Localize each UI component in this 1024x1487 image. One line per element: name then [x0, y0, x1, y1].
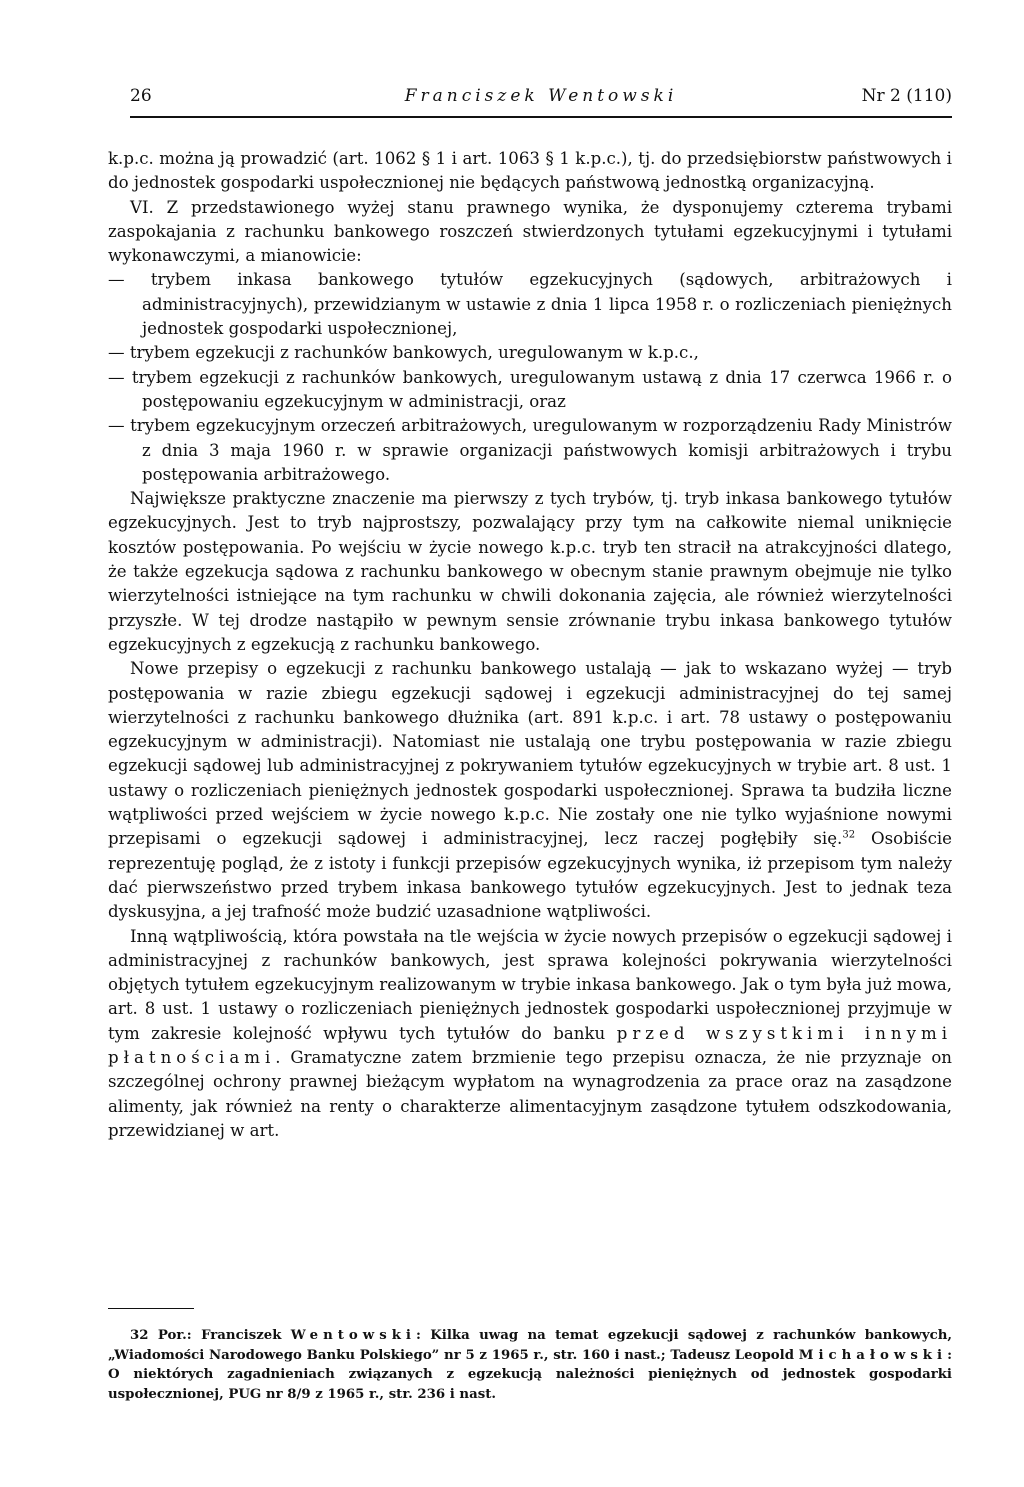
spaced-emphasis: przed wszystkimi innymi płatnościami	[108, 1023, 953, 1067]
running-header	[130, 86, 952, 118]
footnote-number: 32	[130, 1328, 149, 1343]
footnote-author: Michałowski	[798, 1347, 948, 1363]
paragraph-najwieksze: Największe praktyczne znaczenie ma pierwszy z tych trybów, tj. tryb inkasa bankowego tytułów egzekucyjnych. Jest to tryb najprostszy, pozwalający przy tym na całkowite niemal uniknięcie kosztów postępowania. Po wejściu w życie nowego k.p.c. tryb ten stracił na atrakcyjności dlatego, że także egzekucja sądowa z rachunku bankowego w obecnym stanie prawnym obejmuje nie tylko wierzytelności istniejące na tym rachunku w chwili dokonania zajęcia, ale również wierzytelności przyszłe. W tej drodze nastąpiło w pewnym sensie zrównanie trybu inkasa bankowego tytułów egzekucyjnych z egzekucją z rachunku bankowego.	[108, 489, 952, 654]
footnote-text	[108, 1326, 952, 1404]
list-item-kpc: — trybem egzekucji z rachunków bankowych, uregulowanym w k.p.c.,	[108, 343, 699, 363]
footnote-prefix: Por.: Franciszek	[148, 1328, 291, 1343]
paragraph-text: Nowe przepisy o egzekucji z rachunku bankowego ustalają — jak to wskazano wyżej — tryb postępowania w razie zbiegu egzekucji sądowej i egzekucji administracyjnej do tej samej wierzytelności z rachunku bankowego dłużnika (art. 891 k.p.c. i art. 78 ustawy o postępowaniu egzekucyjnym w administracji). Natomiast nie ustalają one trybu postępowania w razie zbiegu egzekucji sądowej lub administracyjnej z pokrywaniem tytułów egzekucyjnych w trybie art. 8 ust. 1 ustawy o rozliczeniach pieniężnych jednostek gospodarki uspołecznionej. Sprawa ta budziła liczne wątpliwości przed wejściem w życie nowego k.p.c. Nie zostały one nie tylko wyjaśnione nowymi przepisami o egzekucji sądowej i administracyjnej, lecz raczej pogłębiły się.	[108, 659, 952, 849]
paragraph-text: Osobiście reprezentuję pogląd, że z istoty i funkcji przepisów egzekucyjnych wynika, iż przepisom tym należy dać pierwszeństwo przed trybem inkasa bankowego tytułów egzekucyjnych. Jest to jednak teza dyskusyjna, a jej trafność może budzić uzasadnione wątpliwości.	[108, 829, 952, 922]
list-item-administracja: — trybem egzekucji z rachunków bankowych, uregulowanym ustawą z dnia 17 czerwca 1966 r. o postępowaniu egzekucyjnym w administracji, oraz	[108, 367, 952, 411]
running-head-author: Franciszek Wentowski	[404, 86, 678, 106]
footnote-citation: : Kilka uwag na temat egzekucji sądowej z rachunków bankowych, „Wiadomości Narodowego Banku Polskiego” nr 5 z 1965 r., str. 160 i nast.; Tadeusz Leopold	[108, 1328, 953, 1363]
page-number: 26	[130, 86, 152, 106]
list-item-arbitraz: — trybem egzekucyjnym orzeczeń arbitrażowych, uregulowanym w rozporządzeniu Rady Ministrów z dnia 3 maja 1960 r. w sprawie organizacji państwowych komisji arbitrażowych i trybu postępowania arbitrażowego.	[108, 416, 952, 484]
paragraph-section-vi: VI. Z przedstawionego wyżej stanu prawnego wynika, że dysponujemy czterema trybami zaspokajania z rachunku bankowego roszczeń stwierdzonych tytułami egzekucyjnymi i tytułami wykonawczymi, a mianowicie:	[108, 197, 952, 266]
paragraph-nowe-przepisy	[108, 657, 952, 924]
paragraph-inna-watpliwosc	[108, 925, 952, 1144]
footnote-rule	[108, 1308, 194, 1309]
issue-number: Nr 2 (110)	[861, 86, 952, 106]
paragraph-text: Inną wątpliwością, która powstała na tle wejścia w życie nowych przepisów o egzekucji sądowej i administracyjnej z rachunków bankowych, jest sprawa kolejności pokrywania wierzytelności objętych tytułem egzekucyjnym realizowanym w trybie inkasa bankowego. Jak o tym była już mowa, art. 8 ust. 1 ustawy o rozliczeniach pieniężnych jednostek gospodarki uspołecznionej przyjmuje w tym zakresie kolejność wpływu tych tytułów do banku	[108, 926, 952, 1043]
footnote-citation: : O niektórych zagadnieniach związanych z egzekucją należności pieniężnych od jednostek gospodarki uspołecznionej, PUG nr 8/9 z 1965 r., str. 236 i nast.	[108, 1347, 952, 1402]
paragraph-text: . Gramatyczne zatem brzmienie tego przepisu oznacza, że nie przyznaje on szczególnej ochrony prawnej bieżącym wypłatom na wynagrodzenia za prace oraz na zasądzone alimenty, jak również na renty o charakterze alimentacyjnym zasądzone tytułem odszkodowania, przewidzianej w art.	[108, 1047, 952, 1140]
footnote-author: Wentowski	[290, 1328, 416, 1343]
list-item-inkaso: — trybem inkasa bankowego tytułów egzekucyjnych (sądowych, arbitrażowych i administracyjnych), przewidzianym w ustawie z dnia 1 lipca 1958 r. o rozliczeniach pieniężnych jednostek gospodarki uspołecznionej,	[108, 270, 952, 339]
footnote-32	[108, 1326, 952, 1404]
footnote-ref: 32	[842, 829, 856, 841]
paragraph-continuation: k.p.c. można ją prowadzić (art. 1062 § 1 i art. 1063 § 1 k.p.c.), tj. do przedsiębiorstw państwowych i do jednostek gospodarki uspołecznionej nie będących państwową jednostką organizacyjną.	[108, 149, 952, 193]
body-text	[108, 147, 952, 1143]
